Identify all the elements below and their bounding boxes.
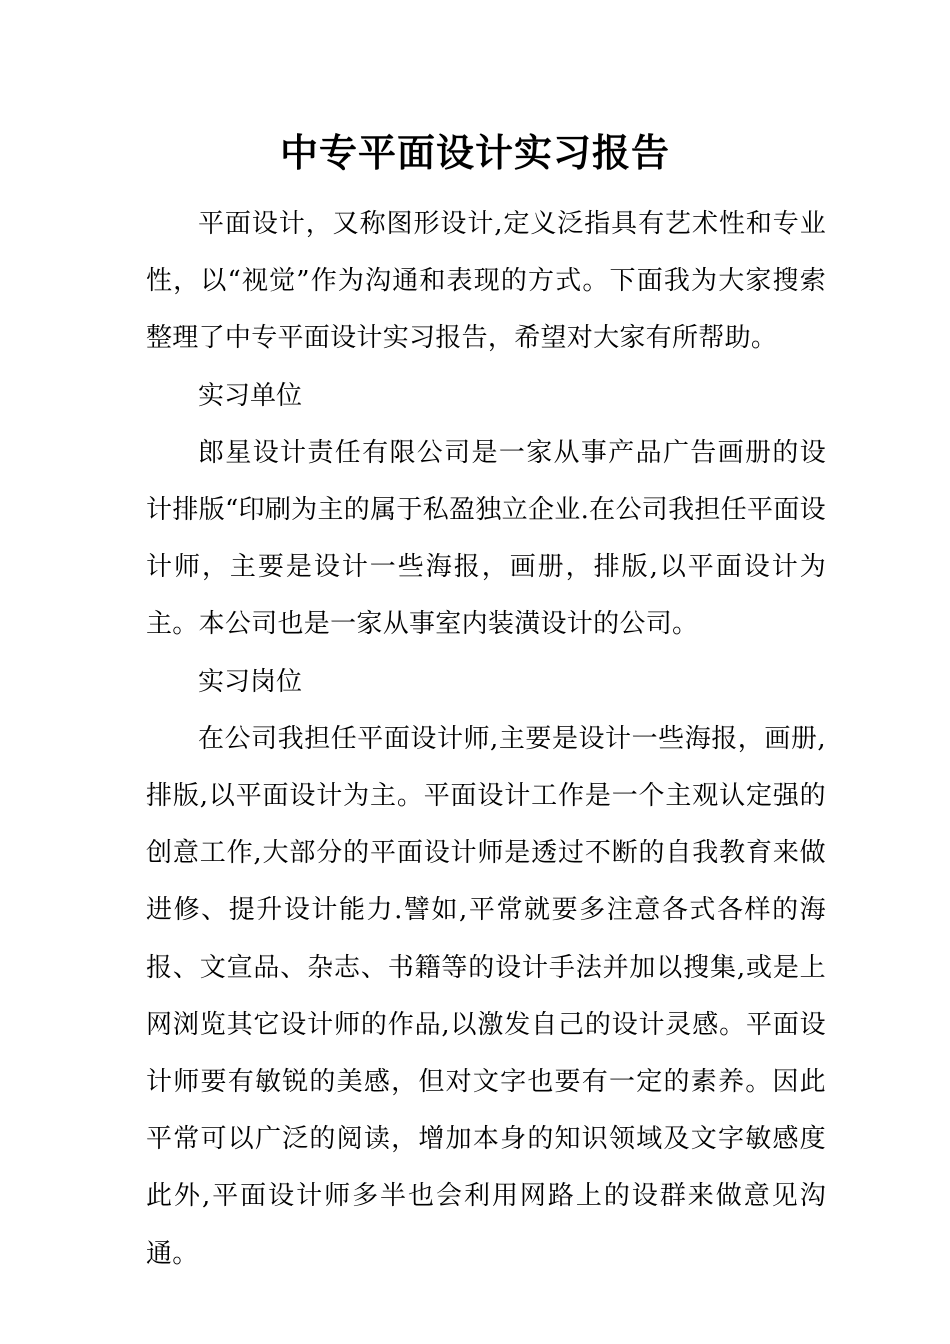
company-paragraph: 郎星设计责任有限公司是一家从事产品广告画册的设计排版“印刷为主的属于私盈独立企业.在公司我担任平面设计师，主要是设计一些海报，画册，排版,以平面设计为主。本公司也是一家从事室内装潢设计的公司。	[146, 437, 826, 640]
section-heading-internship-unit: 实习单位	[198, 380, 303, 411]
document-body	[146, 196, 826, 1283]
intro-paragraph: 平面设计，又称图形设计,定义泛指具有艺术性和专业性，以“视觉”作为沟通和表现的方式。下面我为大家搜索整理了中专平面设计实习报告，希望对大家有所帮助。	[146, 209, 826, 354]
position-paragraph: 在公司我担任平面设计师,主要是设计一些海报，画册,排版,以平面设计为主。平面设计工作是一个主观认定强的创意工作,大部分的平面设计师是透过不断的自我教育来做进修、提升设计能力.譬如,平常就要多注意各式各样的海报、文宣品、杂志、书籍等的设计手法并加以搜集,或是上网浏览其它设计师的作品,以激发自己的设计灵感。平面设计师要有敏锐的美感，但对文字也要有一定的素养。因此平常可以广泛的阅读，增加本身的知识领域及文字敏感度此外,平面设计师多半也会利用网路上的设群来做意见沟通。	[146, 723, 826, 1269]
section-heading-internship-position: 实习岗位	[198, 666, 303, 697]
document-title: 中专平面设计实习报告	[279, 130, 670, 175]
